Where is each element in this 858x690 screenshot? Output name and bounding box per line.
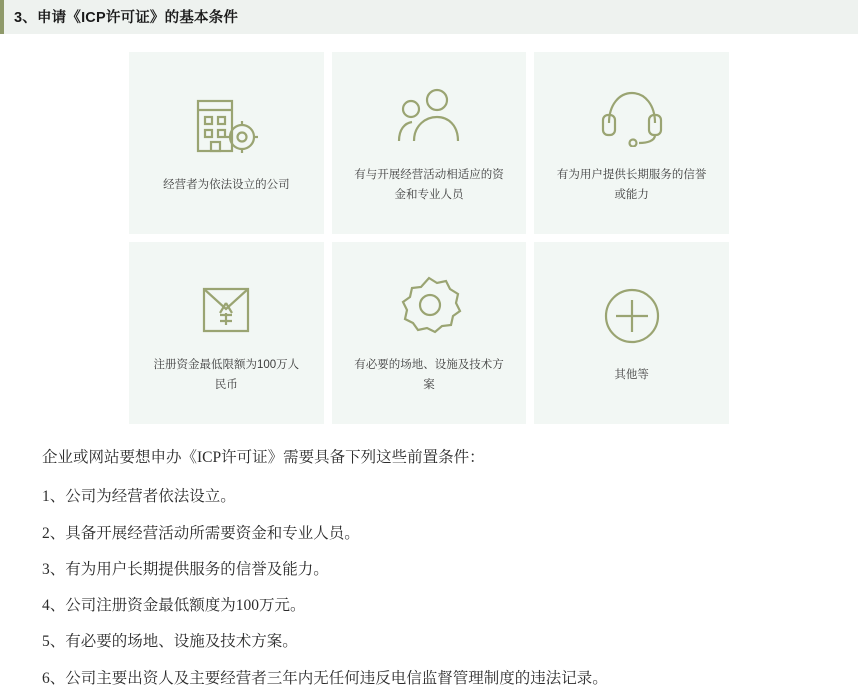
headset-icon [599, 81, 665, 151]
plus-circle-icon [600, 281, 664, 351]
body-text [0, 424, 858, 690]
condition-caption: 注册资金最低限额为100万人民币 [153, 358, 300, 391]
gear-icon [396, 271, 462, 341]
building-gear-icon [190, 91, 262, 161]
body-item: 3、有为用户长期提供服务的信誉及能力。 [42, 560, 329, 578]
body-lead: 企业或网站要想申办《ICP许可证》需要具备下列这些前置条件： [42, 449, 485, 466]
condition-card [534, 52, 729, 234]
yuan-envelope-icon [196, 271, 256, 341]
condition-caption: 有为用户提供长期服务的信誉或能力 [556, 168, 707, 201]
condition-card [129, 52, 324, 234]
two-people-icon [396, 81, 462, 151]
body-item: 1、公司为经营者依法设立。 [42, 488, 236, 506]
condition-caption: 有与开展经营活动相适应的资金和专业人员 [354, 168, 504, 201]
body-item: 6、公司主要出资人及主要经营者三年内无任何违反电信监督管理制度的违法记录。 [42, 669, 608, 687]
section-heading: 3、申请《ICP许可证》的基本条件 [0, 0, 858, 34]
condition-card [534, 242, 729, 424]
condition-card [332, 242, 527, 424]
body-item: 4、公司注册资金最低额度为100万元。 [42, 597, 306, 614]
condition-caption: 其他等 [614, 368, 649, 381]
body-item: 2、具备开展经营活动所需要资金和专业人员。 [42, 524, 360, 542]
conditions-grid [129, 52, 729, 424]
condition-card [129, 242, 324, 424]
conditions-grid-wrapper [0, 34, 858, 424]
condition-caption: 有必要的场地、设施及技术方案 [354, 358, 504, 391]
condition-caption: 经营者为依法设立的公司 [163, 178, 290, 191]
condition-card [332, 52, 527, 234]
body-item: 5、有必要的场地、设施及技术方案。 [42, 633, 298, 651]
